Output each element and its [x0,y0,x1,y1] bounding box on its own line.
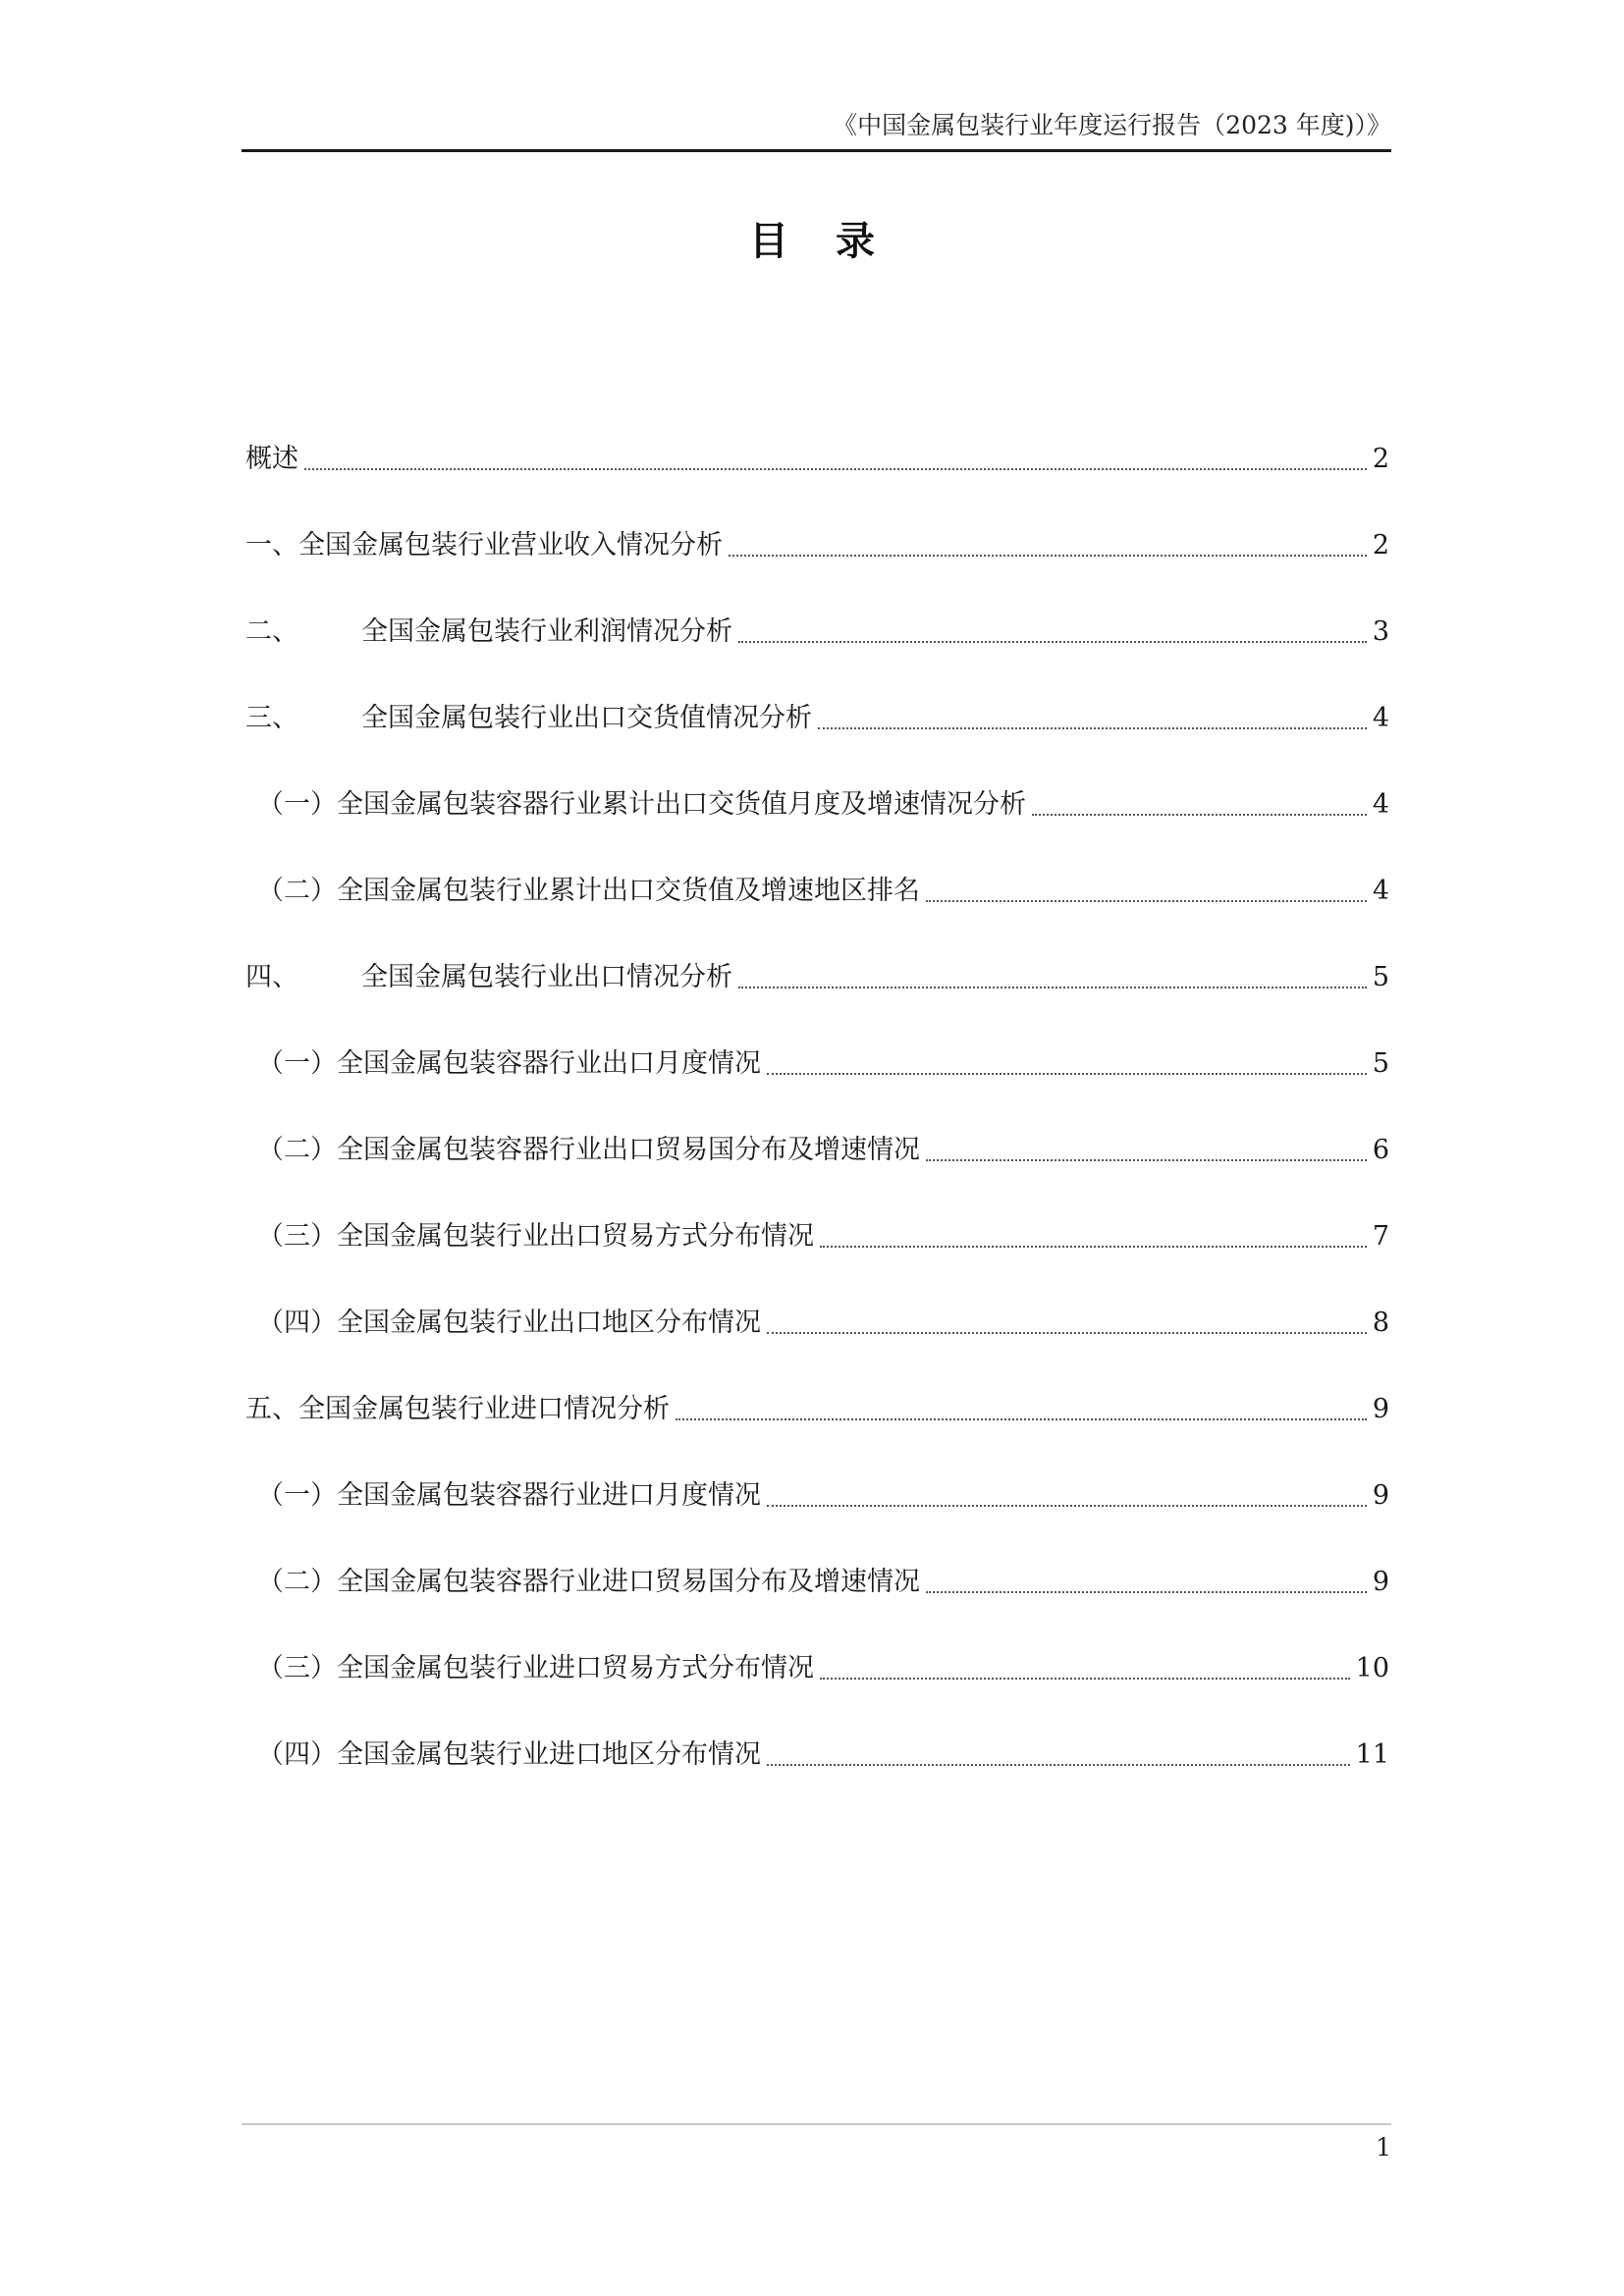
toc-entry-page: 2 [1372,530,1389,561]
toc-entry-text: 全国金属包装行业进口贸易方式分布情况 [337,1653,814,1683]
toc-leader-dots [820,1678,1350,1680]
table-of-contents [245,393,1389,1775]
toc-entry-number: 三、 [245,703,298,733]
toc-entry-text: 全国金属包装行业进口情况分析 [298,1394,670,1424]
toc-entry-text: 全国金属包装容器行业进口月度情况 [337,1480,761,1511]
toc-entry-text: 全国金属包装行业出口交货值情况分析 [361,703,812,733]
toc-entry-section-3[interactable] [245,652,1389,738]
toc-entry-page: 9 [1372,1480,1389,1511]
toc-leader-dots [767,1332,1367,1334]
toc-leader-dots [1032,814,1367,816]
toc-entry-number: （二） [257,1135,337,1165]
toc-leader-dots [729,555,1367,557]
toc-leader-dots [738,641,1367,643]
toc-entry-text: 全国金属包装行业出口贸易方式分布情况 [337,1221,814,1252]
toc-leader-dots [926,1591,1367,1593]
toc-entry-text: 全国金属包装行业进口地区分布情况 [337,1739,761,1770]
toc-entry-text: 全国金属包装行业出口情况分析 [361,962,732,992]
toc-entry-section-3-1[interactable] [245,738,1389,825]
toc-entry-text: 全国金属包装容器行业累计出口交货值月度及增速情况分析 [337,789,1026,820]
toc-entry-section-5-2[interactable] [245,1516,1389,1602]
toc-title: 目录 [749,219,922,264]
toc-leader-dots [738,987,1367,988]
toc-entry-page: 3 [1372,616,1389,647]
toc-entry-number: （二） [257,1567,337,1597]
toc-entry-page: 11 [1355,1739,1389,1770]
toc-entry-text: 全国金属包装行业营业收入情况分析 [298,530,723,561]
toc-entry-number: 四、 [245,962,298,992]
toc-entry-section-2[interactable] [245,565,1389,652]
toc-entry-text: 全国金属包装行业利润情况分析 [361,616,732,647]
toc-entry-page: 4 [1372,703,1389,733]
toc-entry-section-5[interactable] [245,1343,1389,1429]
header-rule [242,149,1391,152]
toc-leader-dots [767,1764,1350,1766]
toc-entry-number: （三） [257,1653,337,1683]
toc-leader-dots [767,1505,1367,1507]
toc-entry-number: （一） [257,1480,337,1511]
toc-entry-number: （三） [257,1221,337,1252]
toc-entry-number: 一、 [245,530,298,561]
toc-entry-text: 概述 [245,444,298,474]
toc-entry-section-4-1[interactable] [245,997,1389,1084]
toc-entry-page: 4 [1372,876,1389,906]
toc-entry-text: 全国金属包装行业累计出口交货值及增速地区排名 [337,876,920,906]
toc-entry-page: 2 [1372,444,1389,474]
toc-entry-text: 全国金属包装容器行业出口贸易国分布及增速情况 [337,1135,920,1165]
toc-entry-section-5-4[interactable] [245,1688,1389,1775]
toc-entry-text: 全国金属包装行业出口地区分布情况 [337,1308,761,1338]
toc-entry-page: 6 [1372,1135,1389,1165]
toc-entry-text: 全国金属包装容器行业出口月度情况 [337,1048,761,1079]
toc-entry-text: 全国金属包装容器行业进口贸易国分布及增速情况 [337,1567,920,1597]
toc-entry-page: 9 [1372,1567,1389,1597]
toc-entry-section-4[interactable] [245,911,1389,997]
toc-entry-section-4-2[interactable] [245,1084,1389,1170]
toc-entry-overview[interactable] [245,393,1389,479]
toc-entry-page: 4 [1372,789,1389,820]
toc-leader-dots [926,1159,1367,1161]
toc-entry-page: 5 [1372,962,1389,992]
toc-entry-number: （一） [257,1048,337,1079]
toc-entry-number: 五、 [245,1394,298,1424]
toc-entry-number: 二、 [245,616,298,647]
toc-entry-number: （二） [257,876,337,906]
toc-leader-dots [820,1246,1367,1248]
toc-entry-section-5-3[interactable] [245,1602,1389,1688]
toc-entry-section-4-4[interactable] [245,1256,1389,1343]
toc-entry-page: 9 [1372,1394,1389,1424]
toc-entry-section-4-3[interactable] [245,1170,1389,1256]
toc-entry-page: 8 [1372,1308,1389,1338]
toc-leader-dots [767,1073,1367,1075]
toc-entry-page: 7 [1372,1221,1389,1252]
toc-entry-section-3-2[interactable] [245,825,1389,911]
toc-entry-page: 5 [1372,1048,1389,1079]
toc-entry-number: （四） [257,1739,337,1770]
page-number: 1 [1376,2133,1391,2162]
toc-leader-dots [304,468,1367,470]
toc-entry-number: （四） [257,1308,337,1338]
toc-entry-page: 10 [1355,1653,1389,1683]
toc-leader-dots [818,727,1367,729]
toc-entry-section-5-1[interactable] [245,1429,1389,1516]
running-header: 《中国金属包装行业年度运行报告（2023 年度)）》 [833,111,1391,139]
footer-rule [242,2123,1391,2125]
toc-entry-section-1[interactable] [245,479,1389,565]
toc-entry-number: （一） [257,789,337,820]
toc-leader-dots [926,900,1367,902]
toc-leader-dots [676,1418,1367,1420]
